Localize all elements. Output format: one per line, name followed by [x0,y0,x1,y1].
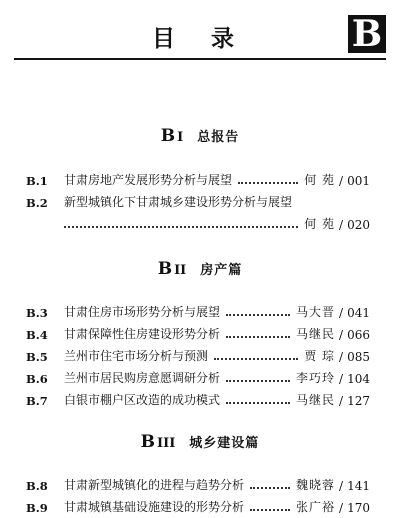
entry-title: 甘肃房地产发展形势分析与展望 [64,173,233,187]
dot-leader [226,402,290,404]
dot-leader [250,509,290,511]
entry-page: 085 [347,350,370,364]
entry-title: 甘肃住房市场形势分析与展望 [64,305,221,319]
entry-code: B.8 [26,479,48,493]
entry-author: 贾 琮 [304,349,336,363]
section-number: II [174,263,187,278]
toc-entry-b4[interactable] [26,324,370,342]
dot-leader [226,336,290,338]
page-separator: / [339,350,344,364]
section-label: 总报告 [197,130,240,145]
section-number: III [157,436,176,451]
section-heading-1 [0,126,400,146]
entry-title: 甘肃新型城镇化的进程与趋势分析 [64,478,245,492]
toc-entry-b9[interactable] [26,497,370,515]
entry-code: B.3 [26,306,48,320]
toc-entry-b2[interactable] [26,192,370,210]
entry-page: 041 [347,306,370,320]
dot-leader [226,380,290,382]
entry-author: 何 苑 [304,173,336,187]
entry-page: 170 [347,501,370,515]
entry-page: 020 [347,218,370,232]
entry-code: B.1 [26,174,48,188]
dot-leader [64,226,298,228]
page-separator: / [339,479,344,493]
page-title: 目 录 [151,26,248,52]
dot-leader [214,358,298,360]
entry-code: B.6 [26,372,48,386]
entry-title: 兰州市居民购房意愿调研分析 [64,371,221,385]
section-label: 房产篇 [200,263,243,278]
toc-entry-b2-continuation[interactable] [64,214,370,232]
toc-entry-b7[interactable] [26,390,370,408]
page-separator: / [339,218,344,232]
toc-entry-b5[interactable] [26,346,370,364]
entry-author: 马大晋 [296,305,336,319]
section-mark: B [140,432,156,452]
page-separator: / [339,174,344,188]
dot-leader [250,487,290,489]
entry-code: B.9 [26,501,48,515]
book-badge: B [348,15,386,53]
entry-author: 马继民 [296,393,336,407]
dot-leader [238,182,298,184]
entry-code: B.4 [26,328,48,342]
toc-entry-b8[interactable] [26,475,370,493]
toc-entry-b6[interactable] [26,368,370,386]
entry-page: 104 [347,372,370,386]
entry-author: 魏晓蓉 [296,478,336,492]
entry-page: 141 [347,479,370,493]
entry-page: 066 [347,328,370,342]
entry-author: 张广裕 [296,500,336,514]
page-separator: / [339,501,344,515]
entry-author: 何 苑 [304,217,336,231]
entry-author: 李巧玲 [296,371,336,385]
entry-code: B.2 [26,196,48,210]
page-separator: / [339,328,344,342]
page-separator: / [339,394,344,408]
entry-code: B.7 [26,394,48,408]
header-divider [14,58,386,60]
section-mark: B [157,259,173,279]
toc-header [0,0,400,70]
toc-entry-b3[interactable] [26,302,370,320]
entry-page: 001 [347,174,370,188]
toc-entry-b1[interactable] [26,170,370,188]
section-heading-2 [0,259,400,279]
entry-title: 甘肃保障性住房建设形势分析 [64,327,221,341]
section-number: I [177,130,184,145]
page-separator: / [339,372,344,386]
entry-author: 马继民 [296,327,336,341]
section-mark: B [160,126,176,146]
section-label: 城乡建设篇 [189,436,260,451]
entry-title: 白银市棚户区改造的成功模式 [64,393,221,407]
entry-title: 兰州市住宅市场分析与预测 [64,349,209,363]
entry-title: 甘肃城镇基础设施建设的形势分析 [64,500,245,514]
entry-code: B.5 [26,350,48,364]
dot-leader [226,314,290,316]
section-heading-3 [0,432,400,452]
entry-title: 新型城镇化下甘肃城乡建设形势分析与展望 [64,195,293,209]
page-separator: / [339,306,344,320]
entry-page: 127 [347,394,370,408]
